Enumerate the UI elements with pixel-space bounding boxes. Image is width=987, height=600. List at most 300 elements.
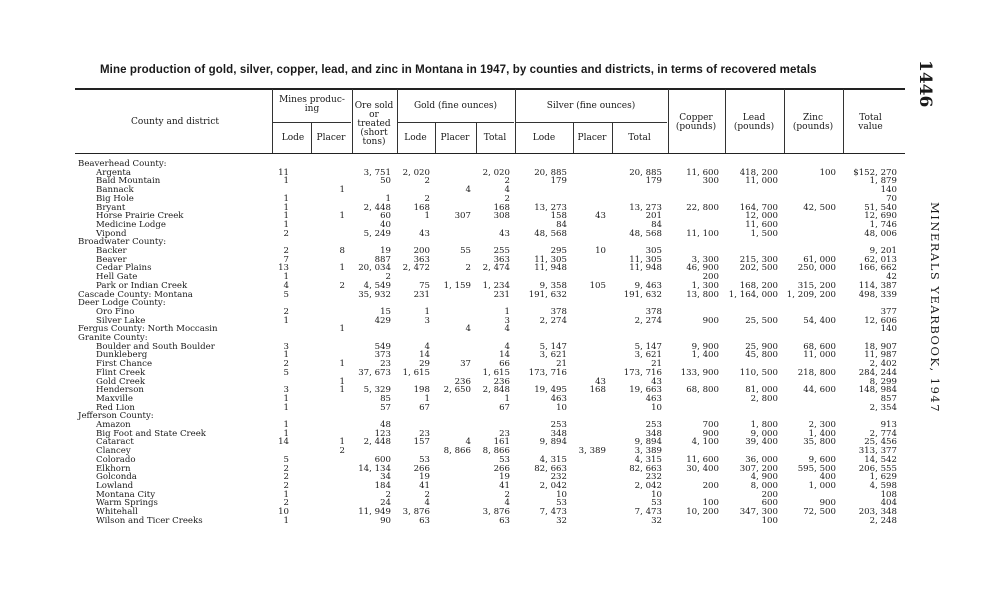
cell-gl: 198	[413, 385, 430, 396]
cell-gt: 231	[493, 289, 510, 300]
cell-ore: 4, 549	[363, 280, 391, 291]
header-top-rule	[75, 88, 905, 90]
cell-gl: 19	[419, 472, 430, 483]
cell-gl: 1	[424, 393, 430, 404]
cell-lode: 14	[278, 437, 289, 448]
header-county: County and district	[131, 117, 219, 127]
district-name: Gold Creek	[96, 376, 146, 387]
cell-st: 7, 473	[634, 507, 662, 517]
cell-st: 4, 315	[634, 454, 662, 465]
cell-cu: 200	[702, 272, 719, 283]
cell-ore: 85	[380, 393, 391, 404]
cell-lode: 3	[283, 341, 289, 352]
header-ore: Ore sold or treated (short tons)	[354, 101, 394, 147]
cell-sp: 3, 389	[578, 446, 606, 457]
cell-pb: 81, 000	[745, 385, 778, 396]
cell-gt: 3	[504, 315, 510, 326]
cell-val: 148, 984	[858, 385, 897, 396]
district-name: Oro Fino	[96, 306, 135, 317]
cell-st: 201	[645, 211, 662, 222]
cell-gl: 41	[419, 480, 430, 491]
cell-sl: 9, 894	[539, 437, 567, 448]
cell-lode: 10	[278, 507, 289, 517]
district-name: Flint Creek	[96, 367, 146, 378]
cell-gt: 168	[493, 202, 510, 213]
cell-val: 70	[886, 193, 897, 204]
cell-gl: 157	[413, 437, 430, 448]
cell-val: 1, 879	[869, 176, 897, 187]
cell-val: 857	[880, 393, 897, 404]
cell-gt: 1	[504, 306, 510, 317]
cell-gt: 23	[499, 428, 510, 439]
cell-pb: 168, 200	[739, 280, 778, 291]
header-silver-placer: Placer	[577, 133, 607, 143]
cell-sp: 105	[589, 280, 606, 291]
cell-cu: 133, 900	[680, 367, 719, 378]
cell-sl: 173, 716	[528, 367, 567, 378]
cell-cu: 10, 200	[686, 507, 719, 517]
cell-st: 232	[645, 472, 662, 483]
district-name: Montana City	[96, 489, 156, 500]
cell-val: 206, 555	[858, 463, 897, 474]
cell-lode: 1	[283, 489, 289, 500]
cell-sl: 13, 273	[534, 202, 567, 213]
cell-val: 913	[880, 420, 897, 430]
cell-ore: 34	[380, 472, 391, 483]
district-name: Warm Springs	[96, 498, 158, 509]
cell-val: 498, 339	[858, 289, 897, 300]
cell-pb: 1, 164, 000	[728, 289, 778, 300]
cell-gl: 3, 876	[402, 507, 430, 517]
cell-cu: 9, 900	[691, 341, 719, 352]
cell-pb: 36, 000	[745, 454, 778, 465]
table-row	[0, 186, 905, 195]
cell-gl: 266	[413, 463, 430, 474]
cell-lode: 2	[283, 306, 289, 317]
cell-st: 48, 568	[629, 228, 662, 239]
district-name: Amazon	[96, 420, 131, 430]
cell-val: 12, 606	[864, 315, 897, 326]
cell-zn: 2, 300	[808, 420, 836, 430]
header-silver: Silver (fine ounces)	[546, 101, 636, 111]
cell-placer: 1	[339, 359, 345, 370]
county-name: Jefferson County:	[78, 411, 154, 422]
cell-st: 11, 948	[629, 263, 662, 274]
district-name: Golconda	[96, 472, 137, 483]
cell-sl: 295	[550, 246, 567, 256]
cell-zn: 9, 600	[808, 454, 836, 465]
cell-st: 11, 305	[629, 254, 662, 265]
cell-sl: 9, 358	[539, 280, 567, 291]
cell-gp: 37	[460, 359, 471, 370]
header-gold-lode: Lode	[404, 133, 427, 143]
cell-ore: 5, 249	[363, 228, 391, 239]
cell-gl: 4	[424, 341, 430, 352]
cell-ore: 184	[374, 480, 391, 491]
cell-placer: 1	[339, 437, 345, 448]
cell-val: 2, 248	[869, 515, 897, 526]
cell-st: 84	[651, 219, 662, 230]
cell-zn: 42, 500	[803, 202, 836, 213]
cell-val: 42	[886, 272, 897, 283]
cell-lode: 1	[283, 219, 289, 230]
cell-sl: 19, 495	[534, 385, 567, 396]
cell-gl: 4	[424, 498, 430, 509]
table-row	[0, 177, 905, 186]
cell-pb: 110, 500	[739, 367, 778, 378]
cell-cu: 900	[702, 315, 719, 326]
cell-st: 173, 716	[623, 367, 662, 378]
cell-gt: 4	[504, 341, 510, 352]
district-name: Horse Prairie Creek	[96, 211, 184, 222]
cell-gt: 308	[493, 211, 510, 222]
cell-st: 463	[645, 393, 662, 404]
cell-gt: 2	[504, 193, 510, 204]
cell-st: 43	[651, 376, 662, 387]
header-copper: Copper (pounds)	[675, 113, 717, 132]
header-bottom-rule	[75, 153, 905, 154]
header-gold-total: Total	[483, 133, 507, 143]
cell-lode: 1	[283, 515, 289, 526]
cell-val: 2, 402	[869, 359, 897, 370]
cell-gt: 2	[504, 489, 510, 500]
cell-val: 51, 540	[864, 202, 897, 213]
cell-lode: 2	[283, 246, 289, 256]
cell-pb: 1, 800	[750, 420, 778, 430]
header-lead: Lead (pounds)	[733, 113, 775, 132]
cell-val: $152, 270	[853, 167, 897, 178]
cell-gp: 8, 866	[443, 446, 471, 457]
cell-gt: 236	[493, 376, 510, 387]
cell-gp: 1, 159	[443, 280, 471, 291]
cell-cu: 200	[702, 480, 719, 491]
cell-gl: 29	[419, 359, 430, 370]
cell-placer: 1	[339, 185, 345, 196]
cell-sl: 10	[556, 402, 567, 413]
cell-gp: 2, 650	[443, 385, 471, 396]
cell-cu: 30, 400	[686, 463, 719, 474]
district-name: Medicine Lodge	[96, 219, 167, 230]
district-name: Silver Lake	[96, 315, 146, 326]
county-heading-row	[0, 299, 905, 308]
cell-ore: 2	[385, 489, 391, 500]
cell-cu: 1, 300	[691, 280, 719, 291]
cell-zn: 35, 800	[803, 437, 836, 448]
cell-gl: 43	[419, 228, 430, 239]
cell-val: 11, 987	[864, 350, 897, 361]
cell-gt: 53	[499, 454, 510, 465]
cell-cu: 11, 100	[686, 228, 719, 239]
cell-gt: 3, 876	[482, 507, 510, 517]
cell-ore: 57	[380, 402, 391, 413]
cell-ore: 2, 448	[363, 437, 391, 448]
cell-sl: 348	[550, 428, 567, 439]
page-number: 1446	[915, 60, 935, 108]
district-name: Maxville	[96, 393, 133, 404]
cell-st: 13, 273	[629, 202, 662, 213]
cell-val: 404	[880, 498, 897, 509]
cell-zn: 1, 209, 200	[786, 289, 836, 300]
cell-sl: 20, 885	[534, 167, 567, 178]
cell-gp: 4	[465, 185, 471, 196]
cell-placer: 2	[339, 280, 345, 291]
cell-st: 19, 663	[629, 385, 662, 396]
cell-gl: 2	[424, 176, 430, 187]
cell-zn: 54, 400	[803, 315, 836, 326]
cell-pb: 11, 000	[745, 176, 778, 187]
mines-subrule	[273, 122, 351, 123]
cell-ore: 11, 949	[358, 507, 391, 517]
cell-gl: 23	[419, 428, 430, 439]
cell-ore: 48	[380, 420, 391, 430]
cell-lode: 2	[283, 498, 289, 509]
cell-gl: 3	[424, 315, 430, 326]
cell-sl: 191, 632	[528, 289, 567, 300]
cell-lode: 5	[283, 289, 289, 300]
cell-st: 10	[651, 402, 662, 413]
cell-pb: 11, 600	[745, 219, 778, 230]
cell-cu: 13, 800	[686, 289, 719, 300]
cell-lode: 1	[283, 211, 289, 222]
cell-val: 2, 774	[869, 428, 897, 439]
cell-st: 179	[645, 176, 662, 187]
cell-ore: 3, 751	[363, 167, 391, 178]
district-name: Wilson and Ticer Creeks	[96, 515, 203, 526]
cell-lode: 1	[283, 393, 289, 404]
district-name: Boulder and South Boulder	[96, 341, 215, 352]
cell-sl: 7, 473	[539, 507, 567, 517]
cell-st: 20, 885	[629, 167, 662, 178]
cell-ore: 600	[374, 454, 391, 465]
cell-lode: 4	[283, 280, 289, 291]
cell-lode: 2	[283, 463, 289, 474]
district-name: Whitehall	[96, 507, 138, 517]
cell-gp: 4	[465, 324, 471, 335]
cell-val: 108	[880, 489, 897, 500]
cell-val: 8, 299	[869, 376, 897, 387]
cell-gp: 2	[465, 263, 471, 274]
header-silver-total: Total	[628, 133, 651, 143]
cell-st: 5, 147	[634, 341, 662, 352]
cell-ore: 123	[374, 428, 391, 439]
cell-zn: 900	[819, 498, 836, 509]
district-name: Cascade County: Montana	[78, 289, 193, 300]
cell-gt: 1, 234	[482, 280, 510, 291]
cell-lode: 2	[283, 228, 289, 239]
table-row	[0, 395, 905, 404]
table-row	[0, 517, 905, 526]
cell-ore: 2, 448	[363, 202, 391, 213]
cell-sl: 10	[556, 489, 567, 500]
header-mines-producing: Mines produc- ing	[279, 95, 345, 114]
cell-zn: 1, 000	[808, 480, 836, 491]
cell-val: 9, 201	[869, 246, 897, 256]
cell-gt: 4	[504, 498, 510, 509]
cell-sl: 82, 663	[534, 463, 567, 474]
cell-gl: 53	[419, 454, 430, 465]
cell-lode: 1	[283, 402, 289, 413]
cell-gt: 63	[499, 515, 510, 526]
cell-gl: 168	[413, 202, 430, 213]
cell-zn: 61, 000	[803, 254, 836, 265]
cell-sl: 53	[556, 498, 567, 509]
cell-gl: 1	[424, 211, 430, 222]
cell-sl: 3, 621	[539, 350, 567, 361]
cell-lode: 1	[283, 420, 289, 430]
cell-ore: 429	[374, 315, 391, 326]
cell-placer: 1	[339, 211, 345, 222]
cell-val: 4, 598	[869, 480, 897, 491]
cell-gl: 2, 472	[402, 263, 430, 274]
cell-gl: 2	[424, 489, 430, 500]
cell-lode: 1	[283, 315, 289, 326]
cell-val: 18, 907	[864, 341, 897, 352]
district-name: Beaver	[96, 254, 127, 265]
cell-gl: 63	[419, 515, 430, 526]
district-name: Bald Mountain	[96, 176, 161, 187]
cell-ore: 24	[380, 498, 391, 509]
cell-val: 284, 244	[858, 367, 897, 378]
cell-gl: 2	[424, 193, 430, 204]
cell-gt: 14	[499, 350, 510, 361]
cell-pb: 307, 200	[739, 463, 778, 474]
cell-placer: 1	[339, 324, 345, 335]
cell-sl: 48, 568	[534, 228, 567, 239]
cell-st: 2, 274	[634, 315, 662, 326]
cell-zn: 1, 400	[808, 428, 836, 439]
district-name: Backer	[96, 246, 127, 256]
header-gold-placer: Placer	[440, 133, 470, 143]
cell-st: 82, 663	[629, 463, 662, 474]
cell-zn: 44, 600	[803, 385, 836, 396]
cell-placer: 8	[339, 246, 345, 256]
cell-st: 253	[645, 420, 662, 430]
column-divider	[515, 89, 516, 153]
cell-pb: 25, 500	[745, 315, 778, 326]
cell-sp: 43	[595, 211, 606, 222]
district-name: Henderson	[96, 385, 144, 396]
county-name: Beaverhead County:	[78, 159, 167, 169]
cell-placer: 1	[339, 376, 345, 387]
cell-lode: 11	[278, 167, 289, 178]
district-name: Big Hole	[96, 193, 134, 204]
header-silver-lode: Lode	[532, 133, 556, 143]
cell-gt: 19	[499, 472, 510, 483]
cell-gp: 4	[465, 437, 471, 448]
cell-cu: 1, 400	[691, 350, 719, 361]
cell-gp: 307	[454, 211, 471, 222]
cell-lode: 1	[283, 428, 289, 439]
cell-pb: 12, 000	[745, 211, 778, 222]
cell-st: 305	[645, 246, 662, 256]
cell-cu: 3, 300	[691, 254, 719, 265]
district-name: Cataract	[96, 437, 134, 448]
county-name: Deer Lodge County:	[78, 298, 166, 309]
cell-gp: 236	[454, 376, 471, 387]
cell-placer: 1	[339, 263, 345, 274]
header-gold: Gold (fine ounces)	[413, 101, 498, 111]
cell-pb: 45, 800	[745, 350, 778, 361]
table-title: Mine production of gold, silver, copper, lead, and zinc in Montana in 1947, by counties and districts, in terms of recovered metals	[100, 64, 817, 76]
cell-ore: 90	[380, 515, 391, 526]
cell-sl: 11, 305	[534, 254, 567, 265]
cell-gt: 2, 474	[482, 263, 510, 274]
cell-placer: 2	[339, 446, 345, 457]
cell-lode: 2	[283, 359, 289, 370]
cell-cu: 4, 100	[691, 437, 719, 448]
cell-gl: 231	[413, 289, 430, 300]
cell-pb: 200	[761, 489, 778, 500]
cell-st: 2, 042	[634, 480, 662, 491]
cell-gt: 1, 615	[482, 367, 510, 378]
district-name: Bannack	[96, 185, 134, 196]
district-name: Red Lion	[96, 402, 135, 413]
cell-cu: 46, 900	[686, 263, 719, 274]
cell-sl: 179	[550, 176, 567, 187]
cell-gt: 43	[499, 228, 510, 239]
cell-ore: 373	[374, 350, 391, 361]
cell-gt: 1	[504, 393, 510, 404]
cell-gl: 75	[419, 280, 430, 291]
cell-gl: 2, 020	[402, 167, 430, 178]
cell-val: 48, 006	[864, 228, 897, 239]
cell-st: 32	[651, 515, 662, 526]
cell-pb: 25, 900	[745, 341, 778, 352]
district-name: Colorado	[96, 454, 136, 465]
cell-lode: 13	[278, 263, 289, 274]
cell-gl: 14	[419, 350, 430, 361]
cell-gt: 2, 848	[482, 385, 510, 396]
cell-zn: 100	[819, 167, 836, 178]
cell-lode: 3	[283, 385, 289, 396]
cell-sp: 43	[595, 376, 606, 387]
cell-gl: 67	[419, 402, 430, 413]
cell-st: 53	[651, 498, 662, 509]
header-zinc: Zinc (pounds)	[792, 113, 834, 132]
cell-pb: 4, 900	[750, 472, 778, 483]
cell-lode: 1	[283, 202, 289, 213]
cell-lode: 5	[283, 454, 289, 465]
cell-sl: 11, 948	[534, 263, 567, 274]
cell-cu: 68, 800	[686, 385, 719, 396]
cell-sl: 4, 315	[539, 454, 567, 465]
district-name: Hell Gate	[96, 272, 138, 283]
cell-cu: 11, 600	[686, 167, 719, 178]
cell-sp: 10	[595, 246, 606, 256]
district-name: First Chance	[96, 359, 153, 370]
cell-pb: 164, 700	[739, 202, 778, 213]
column-divider	[397, 89, 398, 153]
cell-st: 9, 463	[634, 280, 662, 291]
cell-st: 348	[645, 428, 662, 439]
cell-pb: 600	[761, 498, 778, 509]
cell-pb: 8, 000	[750, 480, 778, 491]
cell-sl: 32	[556, 515, 567, 526]
cell-gt: 363	[493, 254, 510, 265]
cell-val: 2, 354	[869, 402, 897, 413]
cell-cu: 100	[702, 498, 719, 509]
cell-zn: 250, 000	[797, 263, 836, 274]
cell-gl: 200	[413, 246, 430, 256]
cell-ore: 14, 134	[358, 463, 391, 474]
cell-gl: 1, 615	[402, 367, 430, 378]
county-name: Granite County:	[78, 333, 148, 343]
cell-gt: 67	[499, 402, 510, 413]
cell-gt: 255	[493, 246, 510, 256]
cell-sl: 378	[550, 306, 567, 317]
cell-st: 21	[651, 359, 662, 370]
district-name: Park or Indian Creek	[96, 280, 188, 291]
